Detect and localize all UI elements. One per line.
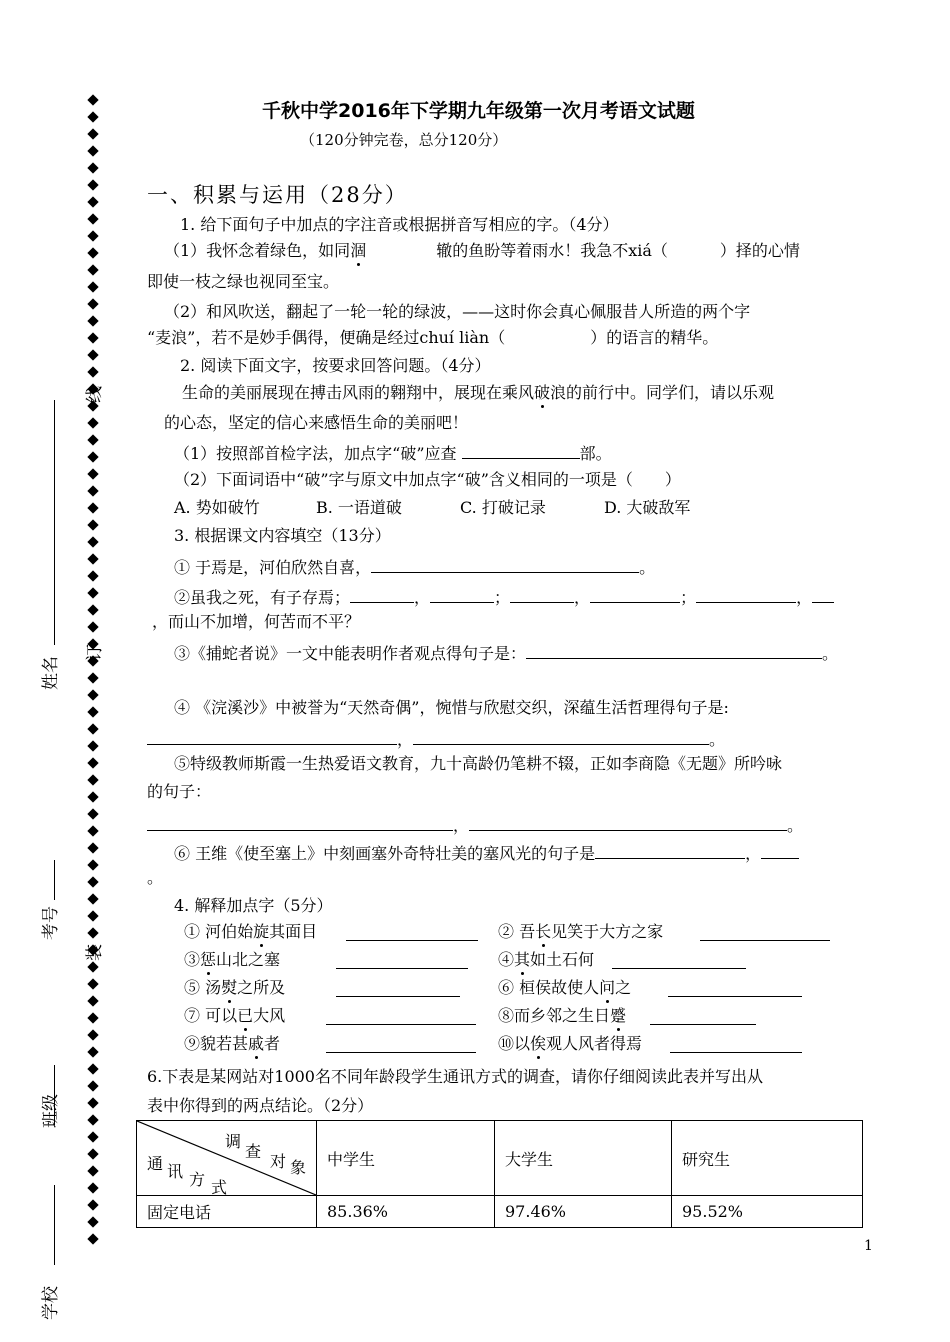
q4-dotted-char: 其	[514, 950, 531, 969]
diamond-mark	[87, 1233, 98, 1244]
diamond-mark	[87, 298, 98, 309]
q3-item3	[174, 642, 838, 664]
punct: 。	[822, 644, 839, 663]
q4-item	[498, 950, 594, 970]
q4-answer-blank[interactable]	[650, 1024, 756, 1025]
survey-table	[136, 1120, 863, 1228]
q4-item-text: ⑦ 可以	[184, 1006, 238, 1025]
q2-sub1	[174, 442, 612, 464]
diamond-mark	[87, 876, 98, 887]
q3-item5-line1: ⑤特级教师斯霞一生热爱语文教育，九十高龄仍笔耕不辍，正如李商隐《无题》所吟咏	[174, 754, 783, 773]
q2-option-d[interactable]: D. 大破敌军	[604, 498, 691, 517]
q2-passage1a: 生命的美丽展现在搏击风雨的翱翔中，展现在乘风	[182, 383, 535, 402]
punct: ，	[414, 588, 431, 607]
diamond-mark	[87, 94, 98, 105]
diamond-mark	[87, 1046, 98, 1057]
diamond-mark	[87, 893, 98, 904]
q3-item5-line2: 的句子：	[147, 782, 212, 801]
name-line	[54, 400, 55, 645]
q2-option-c[interactable]: C. 打破记录	[460, 498, 546, 517]
q4-item	[184, 978, 285, 998]
diamond-mark	[87, 910, 98, 921]
q4-dotted-char: 蹙	[610, 1006, 627, 1025]
q3-item6	[174, 842, 799, 864]
diamond-mark	[87, 162, 98, 173]
header-cell: 大学生	[495, 1121, 672, 1196]
diamond-mark	[87, 1216, 98, 1227]
q3-item6-text: ⑥ 王维《使至塞上》中刻画塞外奇特壮美的塞风光的句子是	[174, 844, 596, 863]
q1-item1-line2: 即使一枝之绿也视同至宝。	[147, 272, 340, 291]
q4-item	[184, 1034, 280, 1054]
q4-item-text: 者	[264, 1034, 281, 1053]
exam-no-label: 考号	[41, 906, 61, 940]
row-label-cell: 固定电话	[137, 1196, 317, 1228]
q4-item-text: ⑩以	[498, 1034, 531, 1053]
punct: ，	[453, 816, 470, 835]
q4-item-text: ⑥ 桓侯故使人	[498, 978, 600, 997]
diamond-mark	[87, 978, 98, 989]
q1-item1-a: （1）我怀念着绿色，如同	[164, 241, 351, 260]
diag-bottom-char: 式	[211, 1178, 228, 1197]
q3-item6-blank-2[interactable]	[761, 842, 799, 859]
q4-item	[498, 1034, 642, 1054]
diamond-mark	[87, 689, 98, 700]
punct: 。	[639, 558, 656, 577]
page-title: 千秋中学2016年下学期九年级第一次月考语文试题	[262, 100, 695, 122]
diamond-mark	[87, 1131, 98, 1142]
q2-option-b[interactable]: B. 一语道破	[316, 498, 402, 517]
q4-answer-blank[interactable]	[326, 1052, 476, 1053]
diamond-mark	[87, 1063, 98, 1074]
q4-item-text: ⑧而乡邻之生日	[498, 1006, 611, 1025]
q2-sub1-a: （1）按照部首检字法，加点字“破”应查	[174, 444, 457, 463]
q3-item4: ④ 《浣溪沙》中被誉为“天然奇偶”，惋惜与欣慰交织，深蕴生活哲理得句子是:	[174, 698, 729, 717]
diamond-mark	[87, 1148, 98, 1159]
q1-item1-b: 辙的鱼盼等着雨水！我急不xiá（	[436, 241, 668, 260]
diamond-mark	[87, 1080, 98, 1091]
q4-answer-blank[interactable]	[668, 996, 802, 997]
diamond-mark	[87, 995, 98, 1006]
q4-stem: 4. 解释加点字（5分）	[174, 896, 333, 915]
diamond-mark	[87, 553, 98, 564]
diamond-mark	[87, 536, 98, 547]
q4-item-text: 观人风者得焉	[546, 1034, 643, 1053]
diamond-mark	[87, 1165, 98, 1176]
diag-top-char: 对	[270, 1152, 287, 1171]
q1-item1-dotted-char: 涸	[350, 241, 367, 260]
binding-char-zhuang: 装	[85, 944, 105, 961]
diamond-mark	[87, 230, 98, 241]
q3-item6-end: 。	[147, 868, 164, 887]
q3-item4-answer	[147, 728, 725, 750]
diag-bottom-char: 讯	[167, 1162, 184, 1181]
q3-item3-text: ③《捕蛇者说》一文中能表明作者观点得句子是：	[174, 644, 527, 663]
diamond-mark	[87, 179, 98, 190]
name-label: 姓名	[41, 656, 61, 690]
q3-item2	[174, 586, 834, 608]
q4-dotted-char: 俟	[530, 1034, 547, 1053]
q3-item2-blank-2[interactable]	[430, 586, 494, 603]
q4-item-text: ③	[184, 950, 201, 969]
q3-item1-blank[interactable]	[371, 556, 639, 573]
diamond-mark	[87, 1182, 98, 1193]
diamond-mark	[87, 519, 98, 530]
diamond-mark	[87, 468, 98, 479]
punct: ，	[574, 588, 591, 607]
punct: ；	[494, 588, 511, 607]
diag-top-char: 查	[245, 1142, 262, 1161]
diagonal-header-cell	[137, 1121, 317, 1196]
q6-line2: 表中你得到的两点结论。（2分）	[147, 1096, 374, 1115]
diamond-mark	[87, 859, 98, 870]
q4-answer-blank[interactable]	[700, 940, 830, 941]
q4-item-text: 见笑于大方之家	[551, 922, 664, 941]
diamond-mark	[87, 111, 98, 122]
punct: ，	[796, 588, 813, 607]
q4-answer-blank[interactable]	[612, 968, 746, 969]
diamond-mark	[87, 723, 98, 734]
q4-item	[184, 922, 317, 942]
diamond-mark	[87, 570, 98, 581]
q2-radical-blank[interactable]	[462, 442, 580, 459]
table-row	[137, 1196, 863, 1228]
q4-item-text: ① 河伯始	[184, 922, 254, 941]
q4-item-text: 山北之塞	[216, 950, 281, 969]
class-label: 班级	[41, 1094, 61, 1128]
q4-item-text: ② 吾	[498, 922, 536, 941]
diamond-mark	[87, 740, 98, 751]
q2-dotted-char: 破	[534, 383, 551, 402]
diamond-mark	[87, 825, 98, 836]
q3-item5-blank-1[interactable]	[147, 814, 453, 831]
q3-item5-answer	[147, 814, 803, 836]
diamond-mark	[87, 315, 98, 326]
binding-diamond-border	[86, 96, 100, 1252]
diamond-mark	[87, 485, 98, 496]
q1-item1-c: ）择的心情	[719, 241, 800, 260]
q4-item-text: 如土石何	[530, 950, 595, 969]
q2-stem: 2. 阅读下面文字，按要求回答问题。（4分）	[180, 356, 491, 375]
diag-top-char: 调	[225, 1132, 242, 1151]
diamond-mark	[87, 774, 98, 785]
page-number: 1	[864, 1238, 873, 1254]
binding-char-ding: 订	[85, 644, 105, 661]
punct: ，	[745, 844, 762, 863]
q4-item	[498, 1006, 626, 1026]
diamond-mark	[87, 451, 98, 462]
diag-top-char: 象	[290, 1158, 307, 1177]
diamond-mark	[87, 247, 98, 258]
value-cell: 85.36%	[317, 1196, 495, 1228]
binding-char-xian: 线	[85, 386, 105, 403]
punct: 。	[709, 730, 726, 749]
diag-bottom-char: 通	[147, 1154, 164, 1173]
diamond-mark	[87, 366, 98, 377]
diamond-mark	[87, 791, 98, 802]
q4-item	[184, 950, 280, 970]
punct: 。	[787, 816, 804, 835]
q3-item4-blank-1[interactable]	[147, 728, 397, 745]
q2-passage1b: 浪的前行中。同学们，请以乐观	[550, 383, 775, 402]
punct: ，	[397, 730, 414, 749]
q4-dotted-char: 熨	[221, 978, 238, 997]
diamond-mark	[87, 706, 98, 717]
diamond-mark	[87, 757, 98, 768]
q4-dotted-char: 惩	[200, 950, 217, 969]
q3-item2-blank-5[interactable]	[696, 586, 796, 603]
q4-item	[498, 922, 663, 942]
q4-answer-blank[interactable]	[326, 1024, 476, 1025]
value-cell: 97.46%	[495, 1196, 672, 1228]
q1-item2-line2a: “麦浪”，若不是妙手偶得，便确是经过chuí liàn（	[147, 328, 506, 347]
diamond-mark	[87, 196, 98, 207]
section-title: 一、积累与运用（28分）	[147, 183, 408, 207]
q4-item-text: ④	[498, 950, 515, 969]
q3-item4-blank-2[interactable]	[413, 728, 709, 745]
diamond-mark	[87, 587, 98, 598]
diamond-mark	[87, 281, 98, 292]
q4-item-text: 大风	[253, 1006, 286, 1025]
school-line	[54, 1185, 55, 1265]
diamond-mark	[87, 128, 98, 139]
diamond-mark	[87, 1199, 98, 1210]
q4-item-text: 其面目	[269, 922, 318, 941]
q4-dotted-char: 问	[599, 978, 616, 997]
q4-item	[498, 978, 631, 998]
q3-item1	[174, 556, 655, 578]
q1-item2-line2b: ）的语言的精华。	[590, 328, 719, 347]
diamond-mark	[87, 349, 98, 360]
diamond-mark	[87, 1114, 98, 1125]
diamond-mark	[87, 1012, 98, 1023]
q2-option-a[interactable]: A. 势如破竹	[174, 498, 260, 517]
page-subtitle: （120分钟完卷，总分120分）	[300, 131, 508, 149]
q2-sub2: （2）下面词语中“破”字与原文中加点字“破”含义相同的一项是（ ）	[174, 470, 681, 489]
diamond-mark	[87, 621, 98, 632]
q3-item2-blank-1[interactable]	[350, 586, 414, 603]
diamond-mark	[87, 213, 98, 224]
diamond-mark	[87, 1029, 98, 1040]
diamond-mark	[87, 264, 98, 275]
header-cell: 中学生	[317, 1121, 495, 1196]
q1-item2-line2	[147, 328, 718, 348]
q2-passage-line2: 的心态，坚定的信心来感悟生命的美丽吧！	[164, 413, 469, 432]
punct: ；	[680, 588, 697, 607]
q3-item6-blank-1[interactable]	[595, 842, 745, 859]
diamond-mark	[87, 1097, 98, 1108]
q1-item1-line1	[164, 241, 800, 261]
q3-item2-blank-6[interactable]	[812, 586, 834, 603]
diamond-mark	[87, 434, 98, 445]
q3-item2-blank-3[interactable]	[510, 586, 574, 603]
q2-passage-line1	[182, 383, 774, 403]
q3-item2-blank-4[interactable]	[590, 586, 680, 603]
diamond-mark	[87, 604, 98, 615]
q4-item-text: ⑤ 汤	[184, 978, 222, 997]
diamond-mark	[87, 672, 98, 683]
q3-stem: 3. 根据课文内容填空（13分）	[174, 526, 391, 545]
diamond-mark	[87, 961, 98, 972]
diamond-mark	[87, 808, 98, 819]
q3-item2-text: ②虽我之死，有子存焉；	[174, 588, 351, 607]
q3-item5-blank-2[interactable]	[469, 814, 787, 831]
q4-answer-blank[interactable]	[346, 940, 478, 941]
diag-bottom-char: 方	[189, 1170, 206, 1189]
diamond-mark	[87, 332, 98, 343]
exam-no-line	[54, 860, 55, 900]
q6-line1: 6.下表是某网站对1000名不同年龄段学生通讯方式的调查，请你仔细阅读此表并写出从	[147, 1067, 763, 1086]
q4-dotted-char: 已	[237, 1006, 254, 1025]
q4-dotted-char: 旋	[253, 922, 270, 941]
q4-answer-blank[interactable]	[670, 1052, 802, 1053]
q3-item2-tail: ，而山不加增，何苦而不平？	[152, 612, 361, 631]
diamond-mark	[87, 145, 98, 156]
diamond-mark	[87, 502, 98, 513]
q4-dotted-char: 戚	[248, 1034, 265, 1053]
header-cell: 研究生	[672, 1121, 863, 1196]
q4-answer-blank[interactable]	[336, 968, 468, 969]
q4-item-text: 之所及	[237, 978, 286, 997]
q1-item2-line1: （2）和风吹送，翻起了一轮一轮的绿波，——这时你会真心佩服昔人所造的两个字	[164, 302, 751, 321]
q1-stem: 1. 给下面句子中加点的字注音或根据拼音写相应的字。（4分）	[180, 215, 619, 234]
diamond-mark	[87, 927, 98, 938]
q4-dotted-char: 长	[535, 922, 552, 941]
school-label: 学校	[41, 1286, 61, 1320]
q4-item-text: ⑨貌若甚	[184, 1034, 249, 1053]
q4-answer-blank[interactable]	[336, 996, 460, 997]
q4-item	[184, 1006, 285, 1026]
value-cell: 95.52%	[672, 1196, 863, 1228]
diamond-mark	[87, 417, 98, 428]
q2-sub1-b: 部。	[579, 444, 612, 463]
q3-item3-blank[interactable]	[526, 642, 822, 659]
table-header-row	[137, 1121, 863, 1196]
diamond-mark	[87, 842, 98, 853]
q3-item1-text: ① 于焉是，河伯欣然自喜，	[174, 558, 372, 577]
q4-item-text: 之	[615, 978, 632, 997]
